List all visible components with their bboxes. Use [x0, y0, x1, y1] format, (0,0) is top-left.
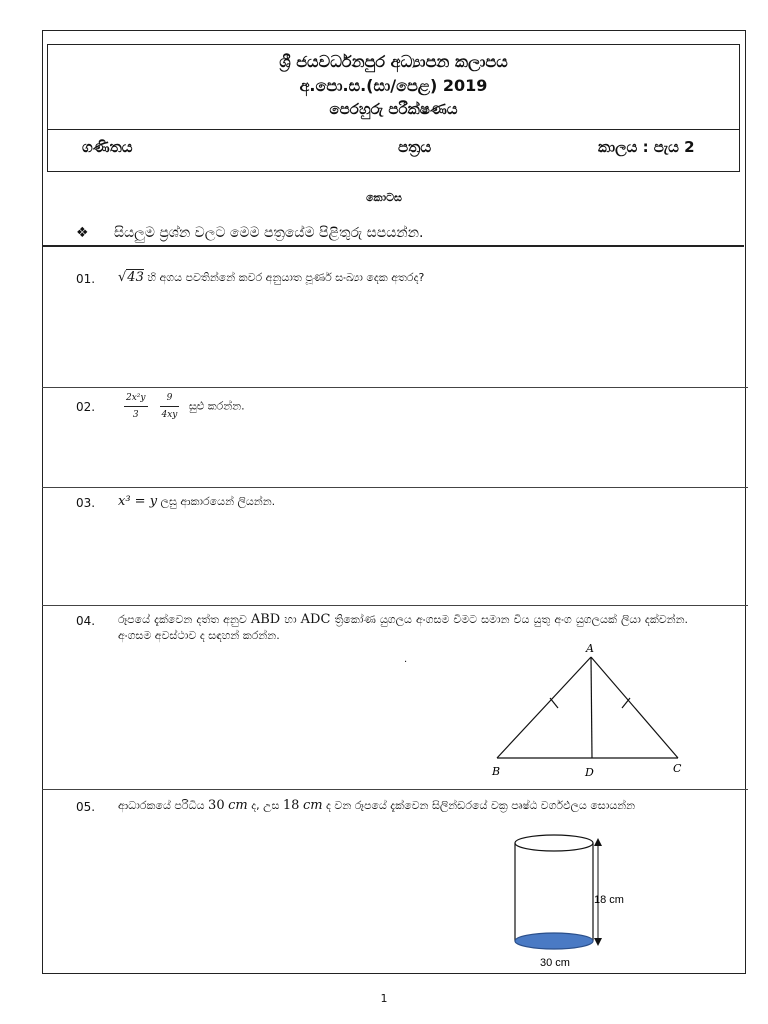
cylinder-base-ellipse	[515, 933, 593, 949]
circumference-unit: cm	[228, 798, 248, 813]
vertex-label-b: B	[492, 765, 501, 778]
zone-title: ශ්‍රී ජයවර්ධනපුර අධ්‍යාපන කලාපය	[279, 52, 508, 71]
height-value: 18	[282, 798, 300, 813]
paper-label: පත්‍රය	[398, 138, 432, 156]
question-05-text-c: ද වන රූපයේ දැක්වෙන සිලින්ඩරයේ වක්‍ර පෘෂ්ඨ වර්ගඵලය සොයන්න	[326, 799, 636, 812]
question-02-text: සුළු කරන්න.	[188, 399, 245, 413]
height-unit: cm	[302, 798, 323, 813]
base-label: 30 cm	[540, 957, 570, 969]
question-01-text: හි අගය පවතින්නේ කවර අනුයාත පූර්ණ සංඛ්‍යා දෙක අතරද?	[147, 271, 425, 284]
cylinder-top-ellipse	[515, 835, 593, 851]
exam-subtitle: පෙරහුරු පරීක්ෂණය	[329, 100, 458, 118]
question-04-text-c: ත්‍රිකෝණ යුගලය අංගසම වීමට සමාන විය යුතු අංග යුගලයක් ලියා දක්වන්න. අංගසම අවස්ථාව ද සඳහන් කරන්න.	[118, 613, 689, 642]
question-number-01: 01.	[76, 272, 96, 286]
circumference-value: 30	[208, 798, 225, 813]
triangle-adc: ADC	[300, 612, 331, 627]
fraction-2-numerator: 9	[160, 390, 180, 407]
question-04-text-b: හා	[284, 613, 297, 626]
stray-dot: .	[404, 654, 408, 665]
log-expression: x³ = y	[118, 494, 158, 509]
instruction-text: සියලුම ප්‍රශ්න වලට මෙම පත්‍රයේම පිළිතුරු සපයන්න.	[114, 225, 424, 241]
exam-title: අ.පො.ස.(සා/පෙළ) 2019	[299, 76, 488, 95]
question-04-text-a: රූපයේ දැක්වෙන දත්ත අනුව	[118, 613, 247, 626]
question-05-text-b: ද, උස	[251, 799, 280, 812]
question-05-text-a: ආධාරකයේ පරිධිය	[118, 799, 205, 812]
question-number-05: 05.	[76, 800, 96, 814]
subject-label: ගණිතය	[82, 138, 133, 156]
sqrt-symbol: √	[118, 270, 127, 285]
fraction-2-denominator: 4xy	[161, 410, 178, 420]
question-number-02: 02.	[76, 400, 96, 414]
vertex-label-a: A	[586, 642, 594, 655]
question-number-04: 04.	[76, 614, 96, 628]
diamond-bullet-icon: ❖	[76, 225, 89, 241]
triangle-abd: ABD	[250, 612, 281, 627]
question-number-03: 03.	[76, 496, 96, 510]
radicand: 43	[127, 270, 144, 285]
arrow-down-icon	[594, 938, 602, 946]
point-label-d: D	[585, 766, 594, 779]
time-label: කාලය : පැය 2	[598, 138, 695, 156]
vertex-label-c: C	[673, 762, 682, 775]
section-title: කොටස	[366, 191, 402, 204]
height-label: 18 cm	[594, 894, 624, 906]
arrow-up-icon	[594, 838, 602, 846]
fraction-1-denominator: 3	[132, 410, 139, 420]
fraction-1-numerator: 2x²y	[124, 390, 148, 407]
page-number: 1	[380, 992, 388, 1005]
question-03-text: ලඝු ආකාරයෙන් ලියන්න.	[160, 495, 276, 508]
